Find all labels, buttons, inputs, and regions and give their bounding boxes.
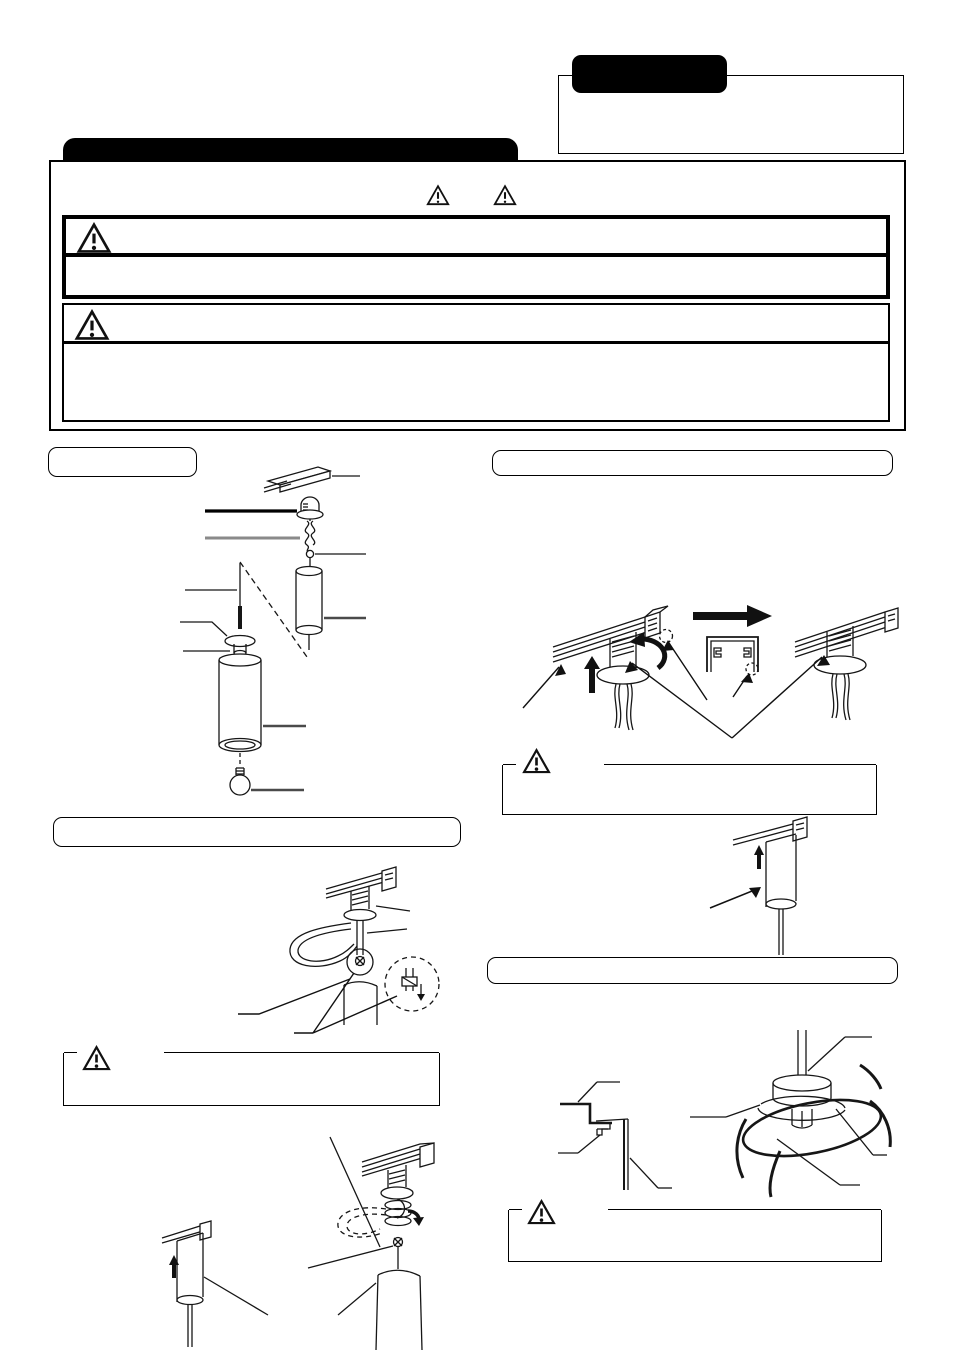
cord-wrap-and-pushup-diagram [150, 1125, 475, 1350]
warning-triangle-icon [493, 184, 517, 207]
caution-box-shade [508, 1210, 882, 1262]
section-rail-attach-header [492, 450, 893, 476]
section-cord-adjust-header [53, 817, 461, 847]
shade-mounting-diagram [540, 1025, 905, 1200]
warning-triangle-icon [75, 222, 113, 255]
caution-box-rail [502, 765, 877, 815]
warning-block-2-header [64, 305, 888, 344]
exploded-pendant-parts-diagram [160, 450, 390, 810]
warning-triangle-icon [73, 309, 111, 342]
warning-triangle-icon [426, 184, 450, 207]
rail-plug-attachment-sequence-diagram [495, 590, 900, 750]
warning-triangle-icon [81, 1045, 112, 1072]
warning-block-1-header [66, 219, 886, 257]
section-shade-attach-header [487, 957, 898, 984]
warning-triangle-icon [526, 1199, 557, 1226]
warning-block-2 [62, 303, 890, 422]
cord-loop-adjustment-diagram [230, 865, 450, 1042]
redacted-badge [572, 55, 727, 93]
warning-triangle-icon [521, 748, 552, 775]
warning-block-1 [62, 215, 890, 299]
right-arrow-icon [693, 605, 772, 627]
up-arrow-icon [754, 845, 764, 869]
cord-hanger-pushup-diagram [655, 815, 815, 955]
caution-box-cord [63, 1053, 440, 1106]
